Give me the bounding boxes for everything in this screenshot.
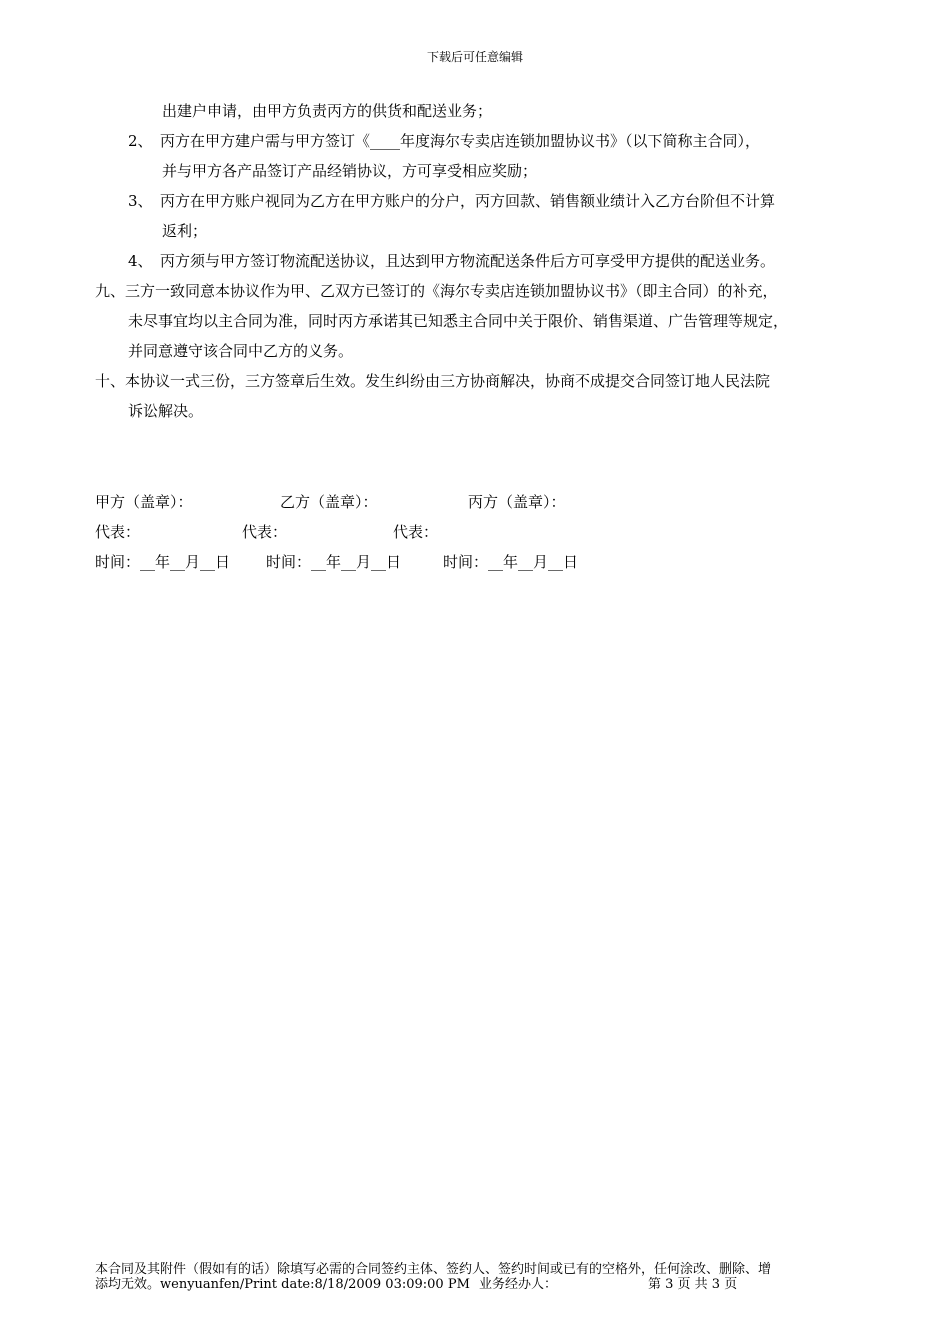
party-b-seal-label: 乙方（盖章）： (280, 493, 378, 511)
clause-ten: 十、本协议一式三份，三方签章后生效。发生纠纷由三方协商解决，协商不成提交合同签订地人民法院 (95, 372, 771, 390)
footer-page-number: 第 3 页 共 3 页 (648, 1277, 738, 1292)
clause-line: 未尽事宜均以主合同为准，同时丙方承诺其已知悉主合同中关于限价、销售渠道、广告管理等规定， (128, 312, 789, 330)
party-b-rep-label: 代表： (242, 523, 288, 541)
clause-line: 并同意遵守该合同中乙方的义务。 (128, 342, 354, 360)
clause-item-3: 3、 丙方在甲方账户视同为乙方在甲方账户的分户，丙方回款、销售额业绩计入乙方台阶但不计算 (128, 192, 776, 210)
party-c-seal-label: 丙方（盖章）： (468, 493, 566, 511)
page-header: 下载后可任意编辑 (426, 50, 523, 64)
party-a-rep-label: 代表： (95, 523, 141, 541)
footer-handler-label: 业务经办人： (479, 1277, 558, 1292)
party-a-date: 时间：__年__月__日 (95, 553, 231, 571)
clause-line: 并与甲方各产品签订产品经销协议，方可享受相应奖励； (162, 162, 538, 180)
footer-print-info: 添均无效。wenyuanfen/Print date:8/18/2009 03:09:00 PM (95, 1277, 470, 1292)
party-a-seal-label: 甲方（盖章）： (95, 493, 193, 511)
party-c-rep-label: 代表： (393, 523, 439, 541)
clause-item-4: 4、 丙方须与甲方签订物流配送协议，且达到甲方物流配送条件后方可享受甲方提供的配送业务。 (128, 252, 776, 270)
clause-line: 出建户申请，由甲方负责丙方的供货和配送业务； (162, 102, 493, 120)
clause-line: 返利； (162, 222, 208, 240)
clause-nine: 九、三方一致同意本协议作为甲、乙双方已签订的《海尔专卖店连锁加盟协议书》（即主合同）的补充， (95, 282, 778, 300)
clause-item-2: 2、 丙方在甲方建户需与甲方签订《____年度海尔专卖店连锁加盟协议书》（以下简称主合同）， (128, 132, 761, 150)
clause-line: 诉讼解决。 (128, 402, 204, 420)
party-b-date: 时间：__年__月__日 (266, 553, 402, 571)
party-c-date: 时间：__年__月__日 (443, 553, 579, 571)
page-footer (95, 1262, 875, 1292)
footer-disclaimer: 本合同及其附件（假如有的话）除填写必需的合同签约主体、签约人、签约时间或已有的空格外，任何涂改、删除、增 (95, 1262, 772, 1277)
